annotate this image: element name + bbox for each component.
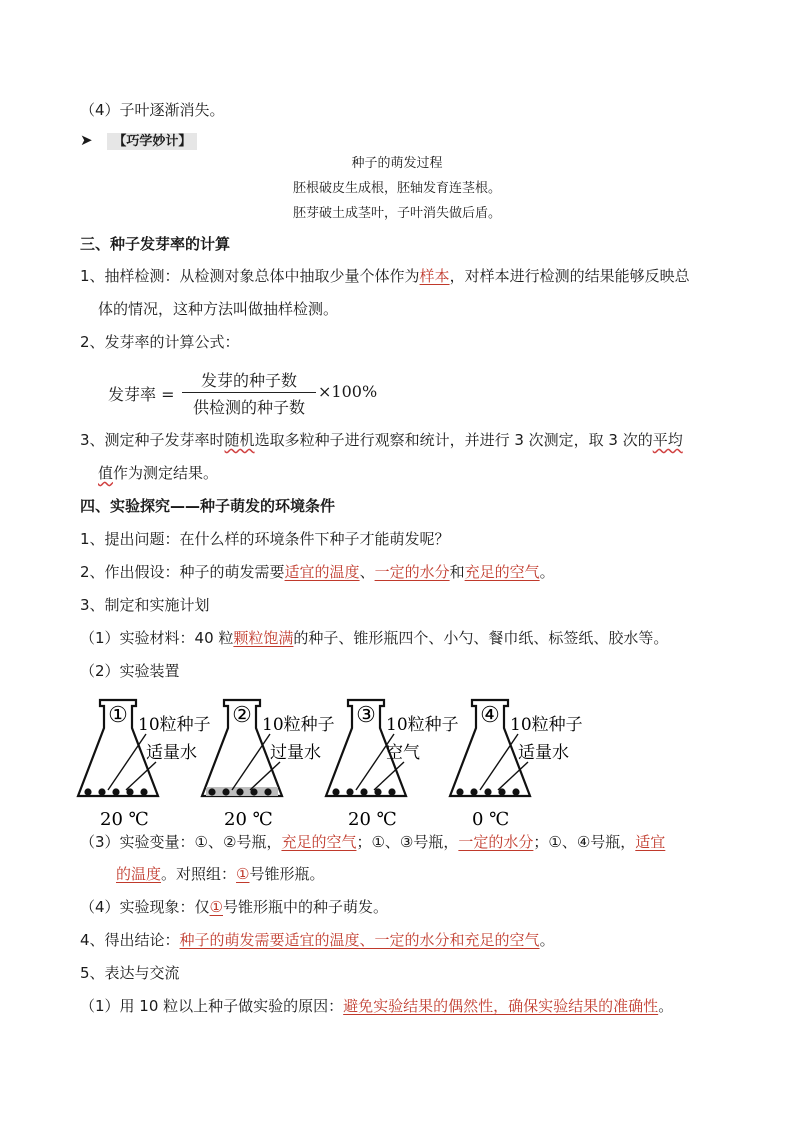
text: 和 [449,563,465,581]
text: （1）用 10 粒以上种子做实验的原因： [80,997,344,1015]
keyword: 一定的水分 [458,833,534,851]
arrow-icon: ➤ [80,131,93,149]
conclusion-line [80,930,555,950]
text: 选取多粒种子进行观察和统计，并进行 3 次测定，取 3 次的 [254,431,653,449]
text: 。 [539,931,555,949]
seed-dot [222,788,229,795]
keyword-average: 平均 [652,431,683,449]
keyword-random: 随机 [224,431,255,449]
keyword: 种子的萌发需要适宜的温度、一定的水分和充足的空气 [179,931,540,949]
plan-line: 3、制定和实施计划 [80,596,210,614]
text: ；①、④号瓶， [533,833,636,851]
keyword: 颗粒饱满 [233,629,294,647]
seed-dot [236,788,243,795]
text: 号锥形瓶中的种子萌发。 [223,898,389,916]
flask-number: ③ [356,703,376,728]
temperature-label: 0 ℃ [472,809,510,830]
keyword: ① [236,865,250,883]
flask-4 [450,700,583,830]
cotyledon-line: （4）子叶逐渐消失。 [80,101,225,119]
section-3-title: 三、种子发芽率的计算 [80,235,231,253]
flask-diagram [70,692,690,832]
variables-line-2 [116,864,325,884]
tip-header [80,130,197,152]
keyword: 一定的水分 [374,563,450,581]
leader-line [232,734,270,790]
measure-line-1 [80,430,683,450]
text: ；①、③号瓶， [356,833,459,851]
seed-dot [456,788,463,795]
condition-label: 适量水 [518,743,569,763]
leader-line [108,734,146,790]
seed-dot [470,788,477,795]
keyword: 充足的空气 [281,833,357,851]
temperature-label: 20 ℃ [224,809,273,830]
seed-dot [388,788,395,795]
seed-dot [140,788,147,795]
text: 的种子、锥形瓶四个、小勺、餐巾纸、标签纸、胶水等。 [293,629,669,647]
seeds-label: 10粒种子 [138,715,211,735]
formula-heading: 2、发芽率的计算公式： [80,333,240,351]
keyword: 充足的空气 [464,563,540,581]
sampling-line-1 [80,266,690,286]
flask-1 [78,700,211,830]
phenomenon-line [80,897,388,917]
flask-3 [326,700,459,830]
formula-denominator: 供检测的种子数 [192,398,305,417]
apparatus-line: （2）实验装置 [80,662,180,680]
materials-line [80,628,668,648]
text: 4、得出结论： [80,931,180,949]
flask-number: ④ [480,703,500,728]
poem-title: 种子的萌发过程 [351,156,443,171]
measure-line-2 [98,463,218,483]
temperature-label: 20 ℃ [348,809,397,830]
expression-line: 5、表达与交流 [80,964,180,982]
text: （3）实验变量：①、②号瓶， [80,833,282,851]
condition-label: 过量水 [270,743,321,763]
poem-line-1: 胚根破皮生成根，胚轴发育连茎根。 [292,181,501,196]
question-line: 1、提出问题：在什么样的环境条件下种子才能萌发呢？ [80,530,450,548]
keyword: 适宜的温度 [284,563,360,581]
seeds-label: 10粒种子 [510,715,583,735]
text: 。对照组： [161,865,237,883]
keyword: 适宜 [635,833,666,851]
text: （4）实验现象：仅 [80,898,210,916]
seed-dot [346,788,353,795]
formula-left: 发芽率 = [108,385,175,404]
tip-label: 【巧学妙计】 [107,133,197,150]
keyword-value: 值 [98,464,114,482]
hypothesis-line [80,562,555,582]
section-4-title: 四、实验探究——种子萌发的环境条件 [80,497,336,515]
seed-dot [98,788,105,795]
text: 。 [658,997,674,1015]
flask-number: ② [232,703,252,728]
text: 2、作出假设：种子的萌发需要 [80,563,285,581]
seed-dot [264,788,271,795]
formula-numerator: 发芽的种子数 [182,368,316,393]
seeds-label: 10粒种子 [262,715,335,735]
flask-number: ① [108,703,128,728]
text: 作为测定结果。 [113,464,219,482]
condition-label: 空气 [386,743,420,763]
keyword: ① [209,898,223,916]
text: 1、抽样检测：从检测对象总体中抽取少量个体作为 [80,267,420,285]
formula-right: ×100% [318,382,378,401]
flask-2 [202,700,335,830]
text: 、 [359,563,375,581]
sampling-line-2: 体的情况，这种方法叫做抽样检测。 [98,300,339,318]
seed-dot [484,788,491,795]
leader-line [480,734,518,790]
seeds-label: 10粒种子 [386,715,459,735]
keyword-sample: 样本 [419,267,450,285]
text: 3、测定种子发芽率时 [80,431,225,449]
seed-dot [332,788,339,795]
seed-dot [360,788,367,795]
condition-label: 适量水 [146,743,197,763]
seed-dot [84,788,91,795]
keyword: 的温度 [116,865,162,883]
seed-dot [208,788,215,795]
seed-dot [112,788,119,795]
temperature-label: 20 ℃ [100,809,149,830]
variables-line-1 [80,832,665,852]
poem-line-2: 胚芽破土成茎叶，子叶消失做后盾。 [292,206,501,221]
seed-dot [512,788,519,795]
reason-line [80,996,673,1016]
text: ，对样本进行检测的结果能够反映总 [449,267,690,285]
text: （1）实验材料：40 粒 [80,629,234,647]
keyword: 避免实验结果的偶然性，确保实验结果的准确性 [343,997,659,1015]
text: 号锥形瓶。 [249,865,325,883]
text: 。 [539,563,555,581]
